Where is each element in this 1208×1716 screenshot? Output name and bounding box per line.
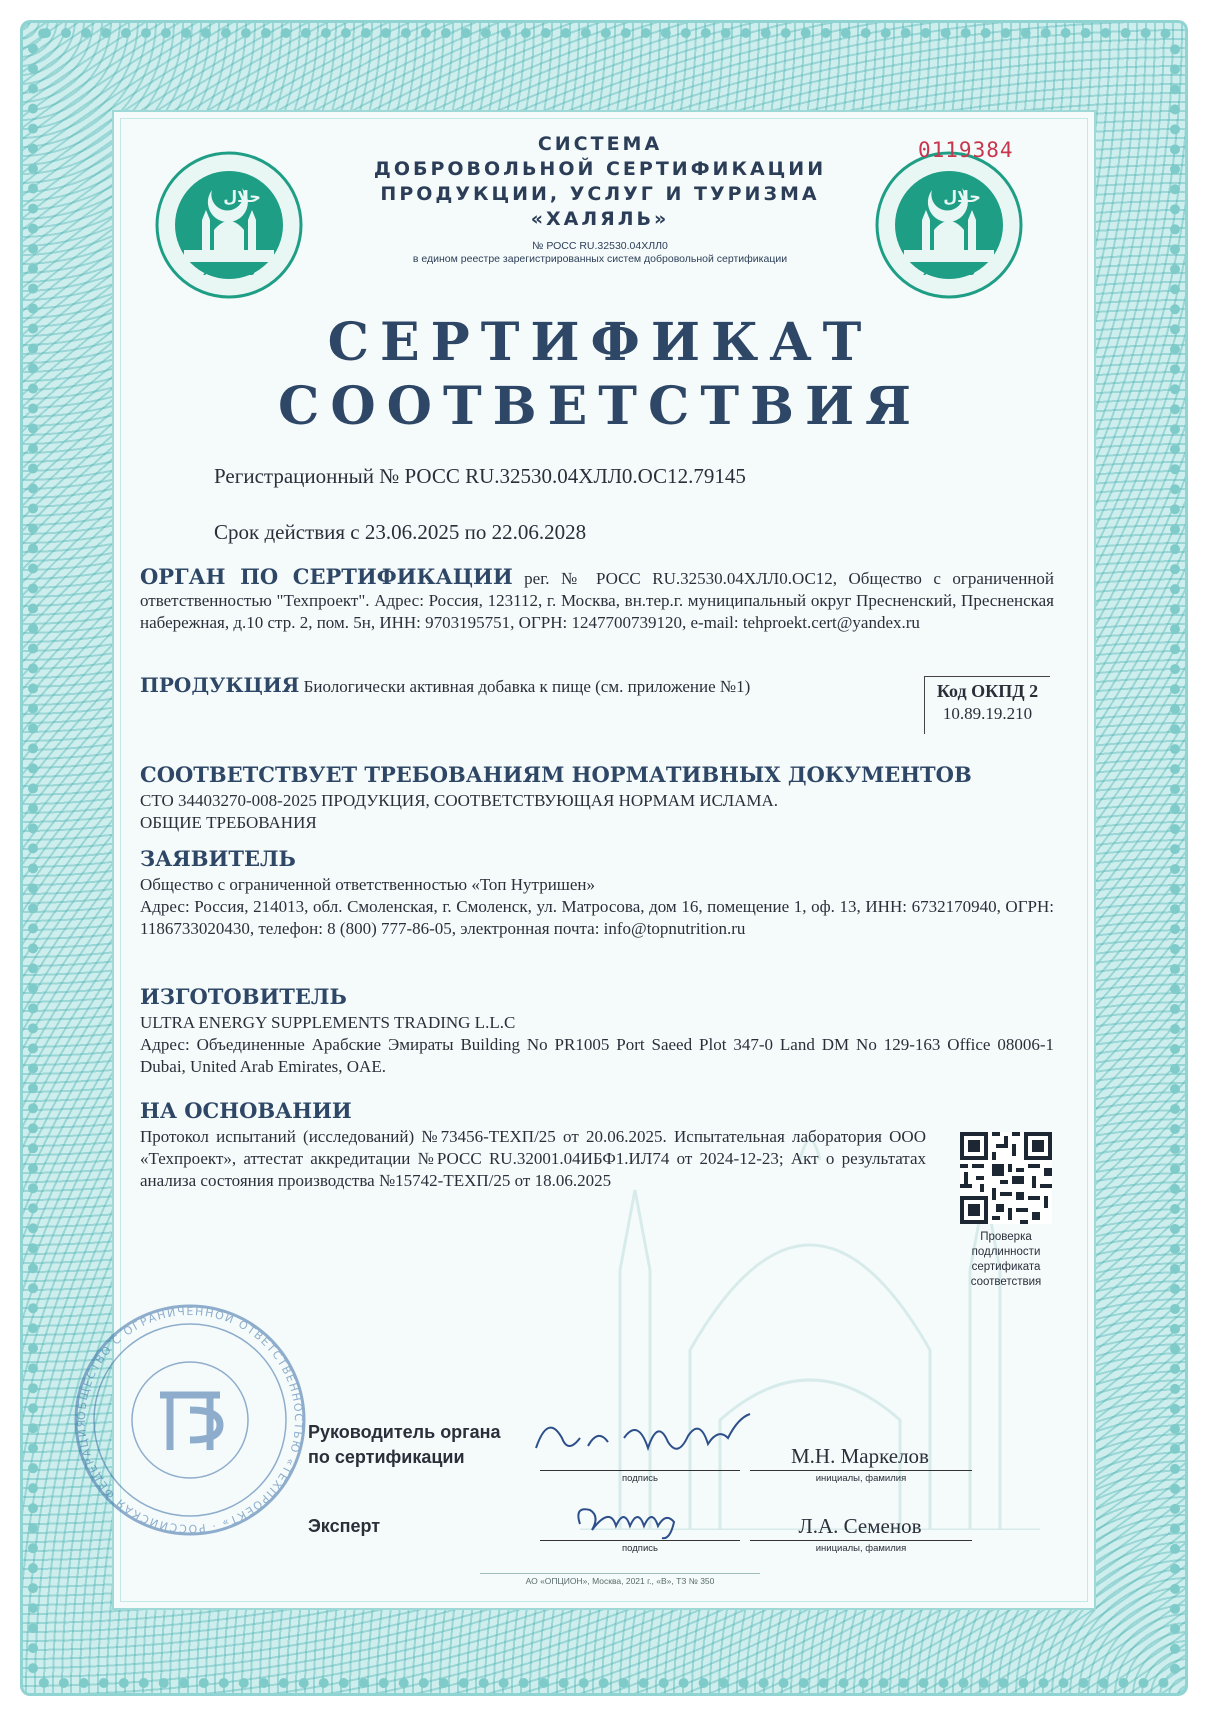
name-caption: инициалы, фамилия bbox=[815, 1543, 907, 1554]
basis-details: Протокол испытаний (исследований) №73456-ТЕХП/25 от 20.06.2025. Испытательная лаборатория ООО «Техпроект», аттестат аккредитации №РОСС RU.32001.04ИБФ1.ИЛ74 от 2024-12-23; Акт о результатах анализа состояния производства №15742-ТЕХП/25 от 18.06.2025 bbox=[140, 1127, 926, 1190]
applicant-heading: ЗАЯВИТЕЛЬ bbox=[140, 846, 296, 871]
expert-role: Эксперт bbox=[308, 1516, 381, 1536]
product-section bbox=[140, 674, 910, 698]
manufacturer-details bbox=[140, 1012, 1054, 1078]
product-description: Биологически активная добавка к пище (см. приложение №1) bbox=[303, 677, 751, 696]
halal-emblem-right bbox=[874, 150, 1024, 300]
system-registration bbox=[330, 240, 870, 266]
stamp-ring-text: ОБЩЕСТВО С ОГРАНИЧЕННОЙ ОТВЕТСТВЕННОСТЬЮ «ТЕХПРОЕКТ» · РОССИЙСКАЯ ФЕДЕРАЦИЯ bbox=[74, 1304, 306, 1536]
emblem-word: ХАЛЯЛЬ bbox=[922, 265, 976, 278]
emblem-word: ХАЛЯЛЬ bbox=[202, 265, 256, 278]
signature-caption: подпись bbox=[622, 1473, 658, 1484]
head-signature-line bbox=[540, 1470, 740, 1471]
conforms-line: ОБЩИЕ ТРЕБОВАНИЯ bbox=[140, 813, 317, 832]
manufacturer-address: Адрес: Объединенные Арабские Эмираты Building No PR1005 Port Saeed Plot 347-0 Land DM No 129-163 Office 08006-1 Dubai, United Arab Emirates, OAE. bbox=[140, 1035, 1054, 1076]
head-role bbox=[308, 1420, 501, 1470]
system-title-line: СИСТЕМА bbox=[537, 133, 663, 155]
emblem-arabic-label: حلال bbox=[223, 187, 261, 206]
signature-caption: подпись bbox=[622, 1543, 658, 1554]
qr-caption-line: подлинности bbox=[971, 1246, 1041, 1258]
okpd-label: Код ОКПД 2 bbox=[936, 681, 1039, 701]
conforms-heading: СООТВЕТСТВУЕТ ТРЕБОВАНИЯМ НОРМАТИВНЫХ ДОКУМЕНТОВ bbox=[140, 762, 972, 787]
qr-caption bbox=[950, 1230, 1062, 1290]
validity-period: Срок действия с 23.06.2025 по 22.06.2028 bbox=[214, 520, 587, 544]
expert-signature bbox=[570, 1496, 690, 1544]
conforms-line: СТО 34403270-008-2025 ПРОДУКЦИЯ, СООТВЕТСТВУЮЩАЯ НОРМАМ ИСЛАМА. bbox=[140, 791, 779, 810]
applicant-address: Адрес: Россия, 214013, обл. Смоленская, г. Смоленск, ул. Матросова, дом 16, помещение 1, оф. 13, ИНН: 6732170940, ОГРН: 1186733020430, телефон: 8 (800) 777-86-05, электронная почта: info@topnutrition.ru bbox=[140, 897, 1054, 938]
name-caption: инициалы, фамилия bbox=[815, 1473, 907, 1484]
basis-heading: НА ОСНОВАНИИ bbox=[140, 1098, 352, 1123]
product-heading: ПРОДУКЦИЯ bbox=[140, 673, 300, 697]
printer-imprint: АО «ОПЦИОН», Москва, 2021 г., «В», ТЗ № 350 bbox=[480, 1573, 760, 1586]
okpd-code-box bbox=[924, 676, 1050, 734]
expert-signature-line bbox=[540, 1540, 740, 1541]
emblem-arabic-label: حلال bbox=[943, 187, 981, 206]
head-name: М.Н. Маркелов bbox=[791, 1444, 929, 1468]
expert-name: Л.А. Семенов bbox=[798, 1514, 922, 1538]
qr-caption-line: сертификата bbox=[971, 1261, 1041, 1273]
certification-body-section bbox=[140, 566, 1054, 634]
applicant-details bbox=[140, 874, 1054, 940]
serial-number: 0119384 bbox=[918, 138, 1014, 162]
manufacturer-name: ULTRA ENERGY SUPPLEMENTS TRADING L.L.C bbox=[140, 1013, 516, 1032]
halal-emblem-left bbox=[154, 150, 304, 300]
expert-name-line bbox=[750, 1540, 972, 1541]
head-role-line: Руководитель органа bbox=[308, 1422, 501, 1442]
head-role-line: по сертификации bbox=[308, 1447, 465, 1467]
head-signature bbox=[528, 1408, 758, 1468]
system-title-line: ПРОДУКЦИИ, УСЛУГ И ТУРИЗМА bbox=[380, 183, 820, 205]
registration-number: Регистрационный № РОСС RU.32530.04ХЛЛ0.ОС12.79145 bbox=[214, 464, 746, 488]
head-name-line bbox=[750, 1470, 972, 1471]
qr-caption-line: Проверка bbox=[980, 1231, 1032, 1243]
qr-code[interactable] bbox=[960, 1132, 1052, 1224]
organ-heading: ОРГАН ПО СЕРТИФИКАЦИИ bbox=[140, 564, 513, 589]
manufacturer-heading: ИЗГОТОВИТЕЛЬ bbox=[140, 984, 347, 1009]
system-title-line: «ХАЛЯЛЬ» bbox=[530, 208, 670, 230]
okpd-value: 10.89.19.210 bbox=[942, 704, 1033, 723]
certificate-title: СЕРТИФИКАТ bbox=[327, 312, 873, 373]
applicant-name: Общество с ограниченной ответственностью «Топ Нутришен» bbox=[140, 875, 596, 894]
system-reg-note: в едином реестре зарегистрированных систем добровольной сертификации bbox=[412, 253, 788, 265]
qr-caption-line: соответствия bbox=[970, 1276, 1042, 1288]
system-title bbox=[330, 132, 870, 232]
organ-details: рег. № РОСС RU.32530.04ХЛЛ0.ОС12, Общество с ограниченной ответственностью "Техпроект". Адрес: Россия, 123112, г. Москва, вн.тер.г. муниципальный округ Пресненский, Пресненская набережная, д.10 стр. 2, пом. 5н, ИНН: 9703195751, ОГРН: 1247700739120, e-mail: tehproekt.cert@yandex.ru bbox=[140, 569, 1055, 632]
organization-stamp bbox=[70, 1300, 310, 1540]
system-title-line: ДОБРОВОЛЬНОЙ СЕРТИФИКАЦИИ bbox=[373, 158, 827, 180]
system-reg-number: № РОСС RU.32530.04ХЛЛ0 bbox=[532, 240, 668, 252]
certificate-subtitle: СООТВЕТСТВИЯ bbox=[278, 376, 922, 437]
conforms-standard bbox=[140, 790, 1054, 834]
